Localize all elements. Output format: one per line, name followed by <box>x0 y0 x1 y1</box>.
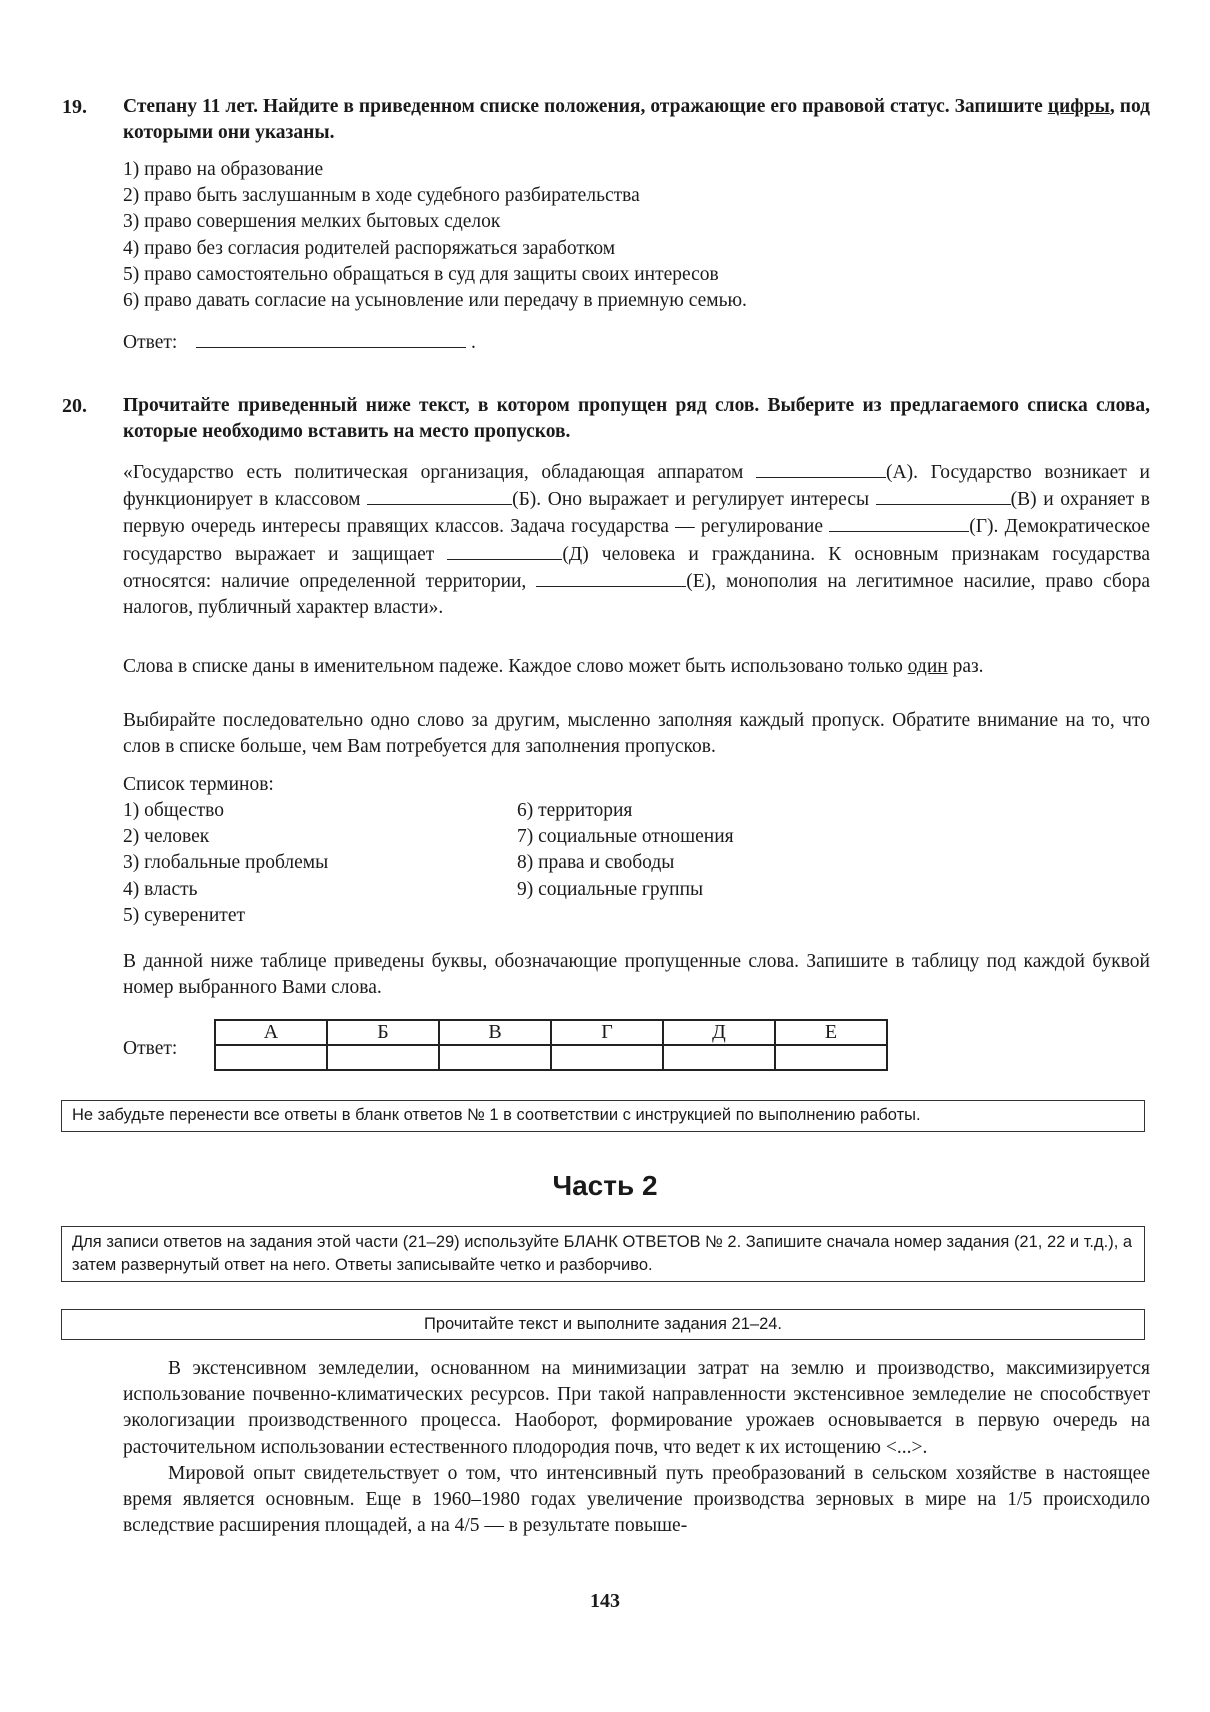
passage-text: (А). Государство возникает и функционирует в классовом <box>123 462 1150 511</box>
question-19-number: 19. <box>62 96 87 118</box>
question-19-options <box>123 157 1150 314</box>
term: 5) суверенитет <box>123 904 245 926</box>
blank-e <box>536 568 686 587</box>
answer-dot: . <box>471 332 476 353</box>
question-20-stem: Прочитайте приведенный ниже текст, в котором пропущен ряд слов. Выберите из предлагаемого списка слова, которые необходимо вставить на место пропусков. <box>123 395 1150 443</box>
term: 9) социальные группы <box>517 878 704 900</box>
option: 4) право без согласия родителей распоряжаться заработком <box>123 237 616 259</box>
reading-text <box>123 1356 1150 1539</box>
term: 6) территория <box>517 800 633 821</box>
option: 3) право совершения мелких бытовых сделок <box>123 211 501 233</box>
answer-cell[interactable] <box>439 1045 551 1070</box>
term: 3) глобальные проблемы <box>123 852 329 874</box>
answer-cell[interactable] <box>215 1045 327 1070</box>
passage-text: (В) и охраняет в первую очередь интересы правящих классов. Задача государства — регулирование <box>123 489 1151 538</box>
note-text-end: раз. <box>947 656 984 677</box>
paragraph: В экстенсивном земледелии, основанном на минимизации затрат на землю и производство, максимизируется использование почвенно-климатических ресурсов. При такой направленности экстенсивное земледелие не способствует экологизации производственного процесса. Наоборот, формирование урожаев основывается в первую очередь на расточительном использовании естественного плодородия почв, что ведет к их истощению <...>. <box>123 1358 1150 1458</box>
blank-a <box>756 459 886 478</box>
answer-cell[interactable] <box>327 1045 439 1070</box>
part-2-title: Часть 2 <box>552 1170 658 1201</box>
page-number: 143 <box>590 1590 620 1612</box>
instructions-note-1 <box>123 654 1150 680</box>
option: 1) право на образование <box>123 159 324 180</box>
passage-text: (Б). Оно выражает и регулирует интересы <box>512 489 876 511</box>
question-20-number: 20. <box>62 395 87 417</box>
question-19-stem <box>123 94 1150 146</box>
reminder-box: Не забудьте перенести все ответы в бланк ответов № 1 в соответствии с инструкцией по выполнению работы. <box>61 1100 1145 1132</box>
answer-label: Ответ: <box>123 332 178 353</box>
part-2-instruction-box: Для записи ответов на задания этой части (21–29) используйте БЛАНК ОТВЕТОВ № 2. Запишите сначала номер задания (21, 22 и т.д.), а затем развернутый ответ на него. Ответы записывайте четко и разборчиво. <box>61 1226 1145 1282</box>
answer-table <box>214 1019 888 1071</box>
letter-cell: Г <box>551 1020 663 1045</box>
passage-text: (Г). Демократическое государство выражает и защищает <box>123 516 1150 565</box>
term: 7) социальные отношения <box>517 826 734 848</box>
answer-cell[interactable] <box>663 1045 775 1070</box>
letter-cell: В <box>439 1020 551 1045</box>
terms-list <box>123 798 1150 929</box>
stem-emphasis: цифры <box>1047 96 1110 117</box>
table-answer-row <box>215 1045 887 1070</box>
note-emphasis: один <box>907 656 948 677</box>
table-header-row <box>215 1020 887 1045</box>
term: 4) власть <box>123 878 198 900</box>
letter-cell: Е <box>775 1020 887 1045</box>
read-task-box: Прочитайте текст и выполните задания 21–24. <box>61 1309 1145 1340</box>
table-answer-label: Ответ: <box>123 1038 178 1059</box>
answer-cell[interactable] <box>775 1045 887 1070</box>
stem-text-end: , под которыми они указаны. <box>123 96 1150 144</box>
blank-d <box>447 541 562 560</box>
passage-text: (Д) человека и гражданина. К основным признакам государства относятся: наличие определенной территории, <box>123 543 1150 592</box>
letter-cell: Д <box>663 1020 775 1045</box>
option: 6) право давать согласие на усыновление или передачу в приемную семью. <box>123 290 747 312</box>
passage-text: «Государство есть политическая организация, обладающая аппаратом <box>123 462 757 483</box>
term: 8) права и свободы <box>517 852 675 874</box>
term: 1) общество <box>123 800 224 821</box>
passage-text: (Е), монополия на легитимное насилие, право сбора налогов, публичный характер власти». <box>123 570 1150 619</box>
answer-cell[interactable] <box>551 1045 663 1070</box>
terms-title: Список терминов: <box>123 774 274 795</box>
blank-v <box>876 486 1011 505</box>
option: 5) право самостоятельно обращаться в суд для защиты своих интересов <box>123 263 719 285</box>
table-instructions: В данной ниже таблице приведены буквы, обозначающие пропущенные слова. Запишите в таблицу под каждой буквой номер выбранного Вами слова. <box>123 951 1150 999</box>
blank-g <box>829 513 969 532</box>
option: 2) право быть заслушанным в ходе судебного разбирательства <box>123 185 640 207</box>
letter-cell: Б <box>327 1020 439 1045</box>
letter-cell: А <box>215 1020 327 1045</box>
paragraph: Мировой опыт свидетельствует о том, что интенсивный путь преобразований в сельском хозяйстве в настоящее время является основным. Еще в 1960–1980 годах увеличение производства зерновых в мире на 1/5 происходило вследствие расширения площадей, а на 4/5 — в результате повыше- <box>123 1462 1150 1537</box>
blank-b <box>367 486 512 505</box>
question-19-answer <box>123 329 1150 356</box>
note-text: Слова в списке даны в именительном падеже. Каждое слово может быть использовано только <box>123 656 908 677</box>
answer-field[interactable] <box>196 329 466 348</box>
question-20-passage <box>123 459 1150 621</box>
stem-text: Степану 11 лет. Найдите в приведенном списке положения, отражающие его правовой статус. Запишите <box>123 96 1048 117</box>
term: 2) человек <box>123 826 210 848</box>
instructions-note-2: Выбирайте последовательно одно слово за другим, мысленно заполняя каждый пропуск. Обратите внимание на то, что слов в списке больше, чем Вам потребуется для заполнения пропусков. <box>123 710 1150 758</box>
